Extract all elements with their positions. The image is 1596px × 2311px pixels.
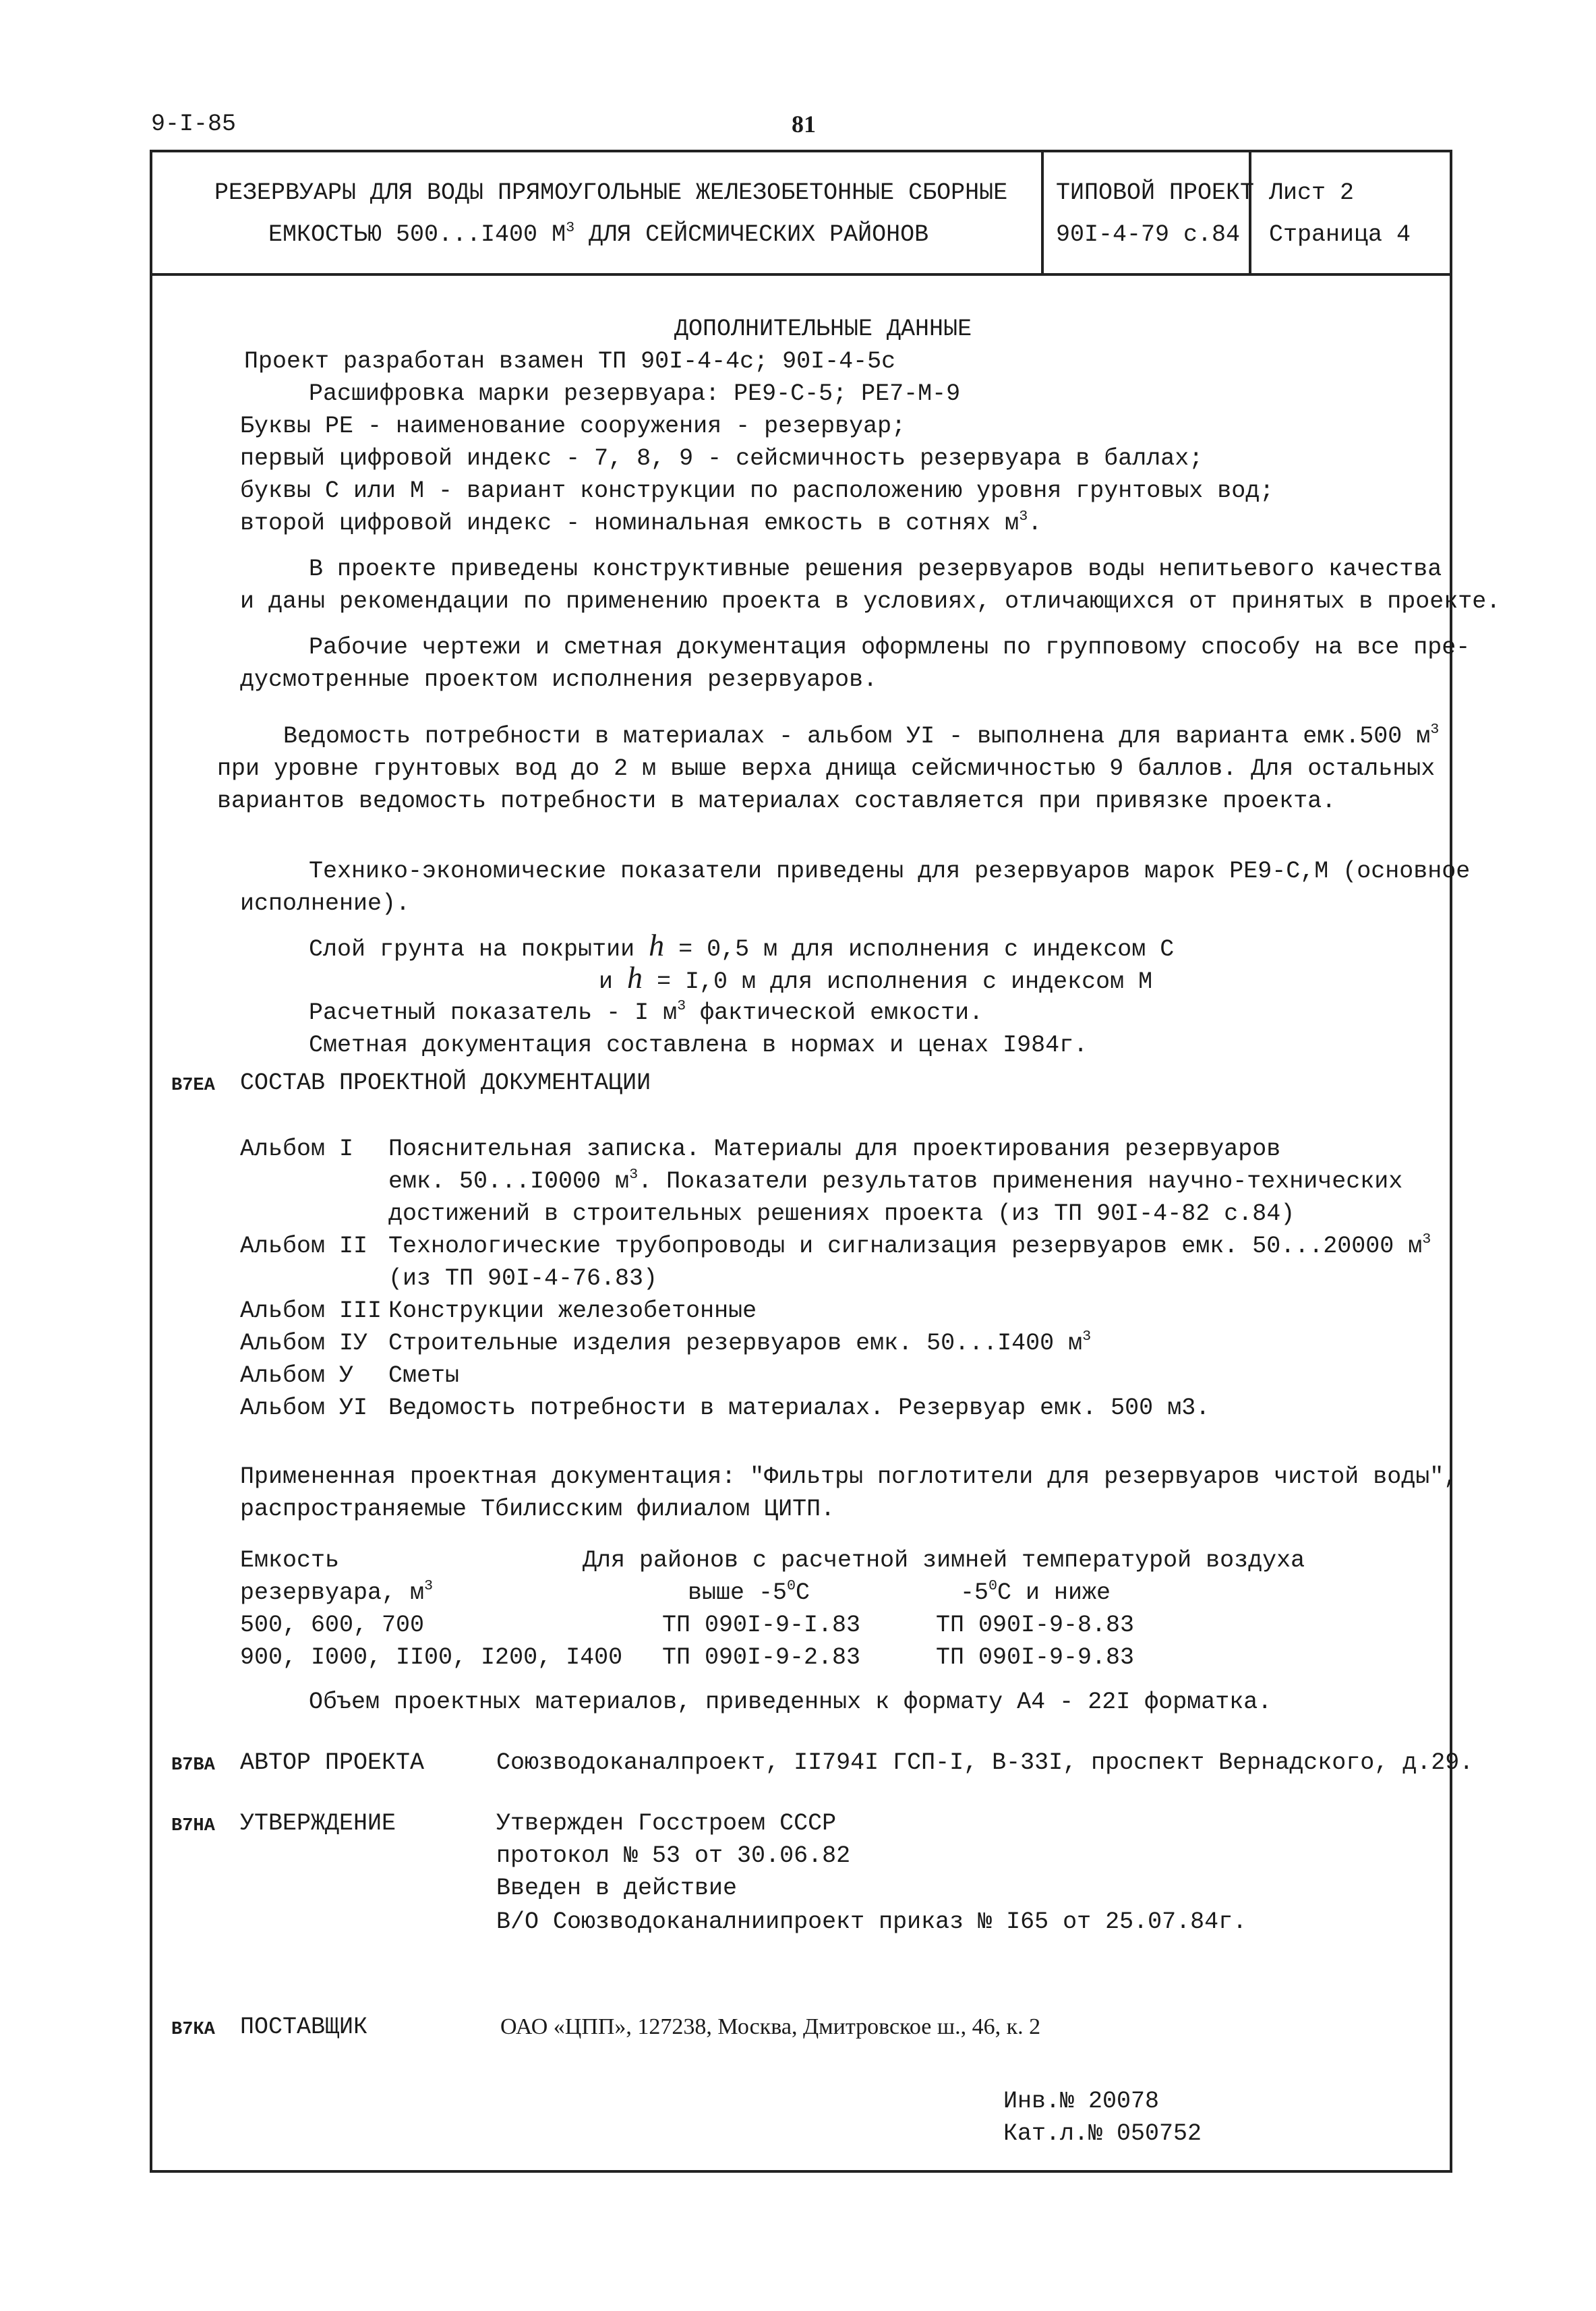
sheet-number: Лист 2	[1269, 179, 1355, 206]
approval-line-1: Утвержден Госстроем СССР	[496, 1810, 837, 1837]
table-cell-below: ТП 090I-9-8.83	[936, 1612, 1135, 1639]
header-title-line1: РЕЗЕРВУАРЫ ДЛЯ ВОДЫ ПРЯМОУГОЛЬНЫЕ ЖЕЛЕЗОБЕТОННЫЕ СБОРНЫЕ	[214, 179, 1008, 206]
table-cell-above: ТП 090I-9-2.83	[662, 1644, 861, 1671]
paragraph-4-line-2: исполнение).	[240, 890, 411, 917]
album-label: Альбом IУ	[240, 1330, 368, 1357]
calc-indicator: Расчетный показатель - I $м^3$ фактической емкости.	[309, 997, 984, 1026]
paragraph-2-line-2: дусмотренные проектом исполнения резервуаров.	[240, 666, 878, 693]
album-description: Строительные изделия резервуаров емк. 50...I400 $м^3$	[388, 1327, 1092, 1357]
paragraph-3-line-2: при уровне грунтовых вод до 2 м выше верха днища сейсмичностью 9 баллов. Для остальных	[217, 755, 1436, 782]
first-index-text: первый цифровой индекс - 7, 8, 9 - сейсмичность резервуара в баллах;	[240, 445, 1204, 472]
supplier-label: ПОСТАВЩИК	[240, 2014, 368, 2041]
album-description: емк. 50...I0000 $м^3$. Показатели результатов применения научно-технических	[388, 1165, 1403, 1195]
approval-line-3: Введен в действие	[496, 1875, 738, 1902]
table-cell-capacity: 500, 600, 700	[240, 1612, 425, 1639]
volume-note: Объем проектных материалов, приведенных к формату А4 - 22I форматка.	[309, 1689, 1272, 1716]
paragraph-1-line-1: В проекте приведены конструктивные решения резервуаров воды непитьевого качества	[309, 556, 1442, 583]
album-description: Ведомость потребности в материалах. Резервуар емк. 500 м3.	[388, 1395, 1210, 1422]
column-header-capacity-unit: резервуара, $м^3$	[240, 1577, 434, 1606]
album-label: Альбом УI	[240, 1395, 368, 1422]
section-code-composition: В7ЕА	[171, 1076, 215, 1096]
document-code: 9-I-85	[151, 111, 237, 138]
catalog-number: Кат.л.№ 050752	[1003, 2120, 1202, 2147]
project-label: ТИПОВОЙ ПРОЕКТ	[1056, 179, 1255, 206]
album-label: Альбом У	[240, 1362, 354, 1389]
album-description: достижений в строительных решениях проекта (из ТП 90I-4-82 с.84)	[388, 1200, 1295, 1227]
soil-cover-line-1: Слой грунта на покрытии h = 0,5 м для исполнения с индексом С	[309, 928, 1175, 963]
paragraph-2-line-1: Рабочие чертежи и сметная документация оформлены по групповому способу на все пре-	[309, 634, 1471, 661]
album-label: Альбом I	[240, 1136, 354, 1163]
section-code-approval: В7НА	[171, 1816, 215, 1836]
paragraph-4-line-1: Технико-экономические показатели приведены для резервуаров марок РЕ9-С,М (основное	[309, 858, 1471, 885]
album-description: Пояснительная записка. Материалы для проектирования резервуаров	[388, 1136, 1281, 1163]
approval-line-2: протокол № 53 от 30.06.82	[496, 1842, 851, 1869]
album-description: (из ТП 90I-4-76.83)	[388, 1265, 658, 1292]
column-header-below: $-5^0С$ и ниже	[960, 1577, 1111, 1606]
applied-docs-line-2: распространяемые Тбилисским филиалом ЦИТП.	[240, 1496, 835, 1523]
approval-label: УТВЕРЖДЕНИЕ	[240, 1810, 396, 1837]
letters-text: Буквы РЕ - наименование сооружения - резервуар;	[240, 413, 906, 440]
inventory-number: Инв.№ 20078	[1003, 2088, 1160, 2115]
column-group-header: Для районов с расчетной зимней температурой воздуха	[583, 1547, 1305, 1574]
header-divider	[150, 273, 1452, 276]
soil-cover-line-2: и h = I,0 м для исполнения с индексом М	[599, 960, 1153, 995]
replaces-text: Проект разработан взамен ТП 90I-4-4с; 90I-4-5с	[244, 348, 896, 375]
project-number: 90I-4-79 с.84	[1056, 221, 1241, 248]
variant-text: буквы С или М - вариант конструкции по расположению уровня грунтовых вод;	[240, 477, 1274, 504]
section-heading: ДОПОЛНИТЕЛЬНЫЕ ДАННЫЕ	[674, 316, 972, 343]
album-description: Сметы	[388, 1362, 460, 1389]
album-description: Технологические трубопроводы и сигнализация резервуаров емк. 50...20000 $м^3$	[388, 1230, 1431, 1260]
album-label: Альбом III	[240, 1297, 382, 1324]
column-header-capacity: Емкость	[240, 1547, 340, 1574]
paragraph-3-line-1: Ведомость потребности в материалах - альбом УI - выполнена для варианта емк.500 $м^3$	[283, 720, 1440, 750]
album-label: Альбом II	[240, 1233, 368, 1260]
applied-docs-line-1: Примененная проектная документация: "Фильтры поглотители для резервуаров чистой воды",	[240, 1463, 1458, 1490]
marking-text: Расшифровка марки резервуара: РЕ9-С-5; РЕ7-М-9	[309, 380, 961, 407]
section-code-supplier: В7КА	[171, 2020, 215, 2040]
approval-line-4: В/О Союзводоканалниипроект приказ № I65 от 25.07.84г.	[496, 1908, 1247, 1935]
second-index-text: второй цифровой индекс - номинальная емкость в сотнях $м^3$.	[240, 507, 1042, 537]
paragraph-1-line-2: и даны рекомендации по применению проекта в условиях, отличающихся от принятых в проекте.	[240, 588, 1501, 615]
page-label: Страница 4	[1269, 221, 1411, 248]
paragraph-3-line-3: вариантов ведомость потребности в материалах составляется при привязке проекта.	[217, 788, 1336, 815]
estimate-note: Сметная документация составлена в нормах и ценах I984г.	[309, 1032, 1088, 1059]
column-header-above: выше $-5^0С$	[688, 1577, 810, 1606]
table-cell-below: ТП 090I-9-9.83	[936, 1644, 1135, 1671]
author-text: Союзводоканалпроект, II794I ГСП-I, В-33I, проспект Вернадского, д.29.	[496, 1749, 1474, 1776]
supplier-text: ОАО «ЦПП», 127238, Москва, Дмитровское ш., 46, к. 2	[500, 2014, 1041, 2039]
author-label: АВТОР ПРОЕКТА	[240, 1749, 425, 1776]
album-description: Конструкции железобетонные	[388, 1297, 757, 1324]
table-cell-capacity: 900, I000, II00, I200, I400	[240, 1644, 623, 1671]
page-number: 81	[792, 111, 816, 138]
table-cell-above: ТП 090I-9-I.83	[662, 1612, 861, 1639]
header-separator-1	[1041, 150, 1044, 274]
section-code-author: В7ВА	[171, 1755, 215, 1776]
header-title-line2: ЕМКОСТЬЮ 500...I400 $М^3$ ДЛЯ СЕЙСМИЧЕСКИХ РАЙОНОВ	[268, 218, 929, 248]
header-separator-2	[1249, 150, 1251, 274]
composition-heading: СОСТАВ ПРОЕКТНОЙ ДОКУМЕНТАЦИИ	[240, 1070, 651, 1096]
